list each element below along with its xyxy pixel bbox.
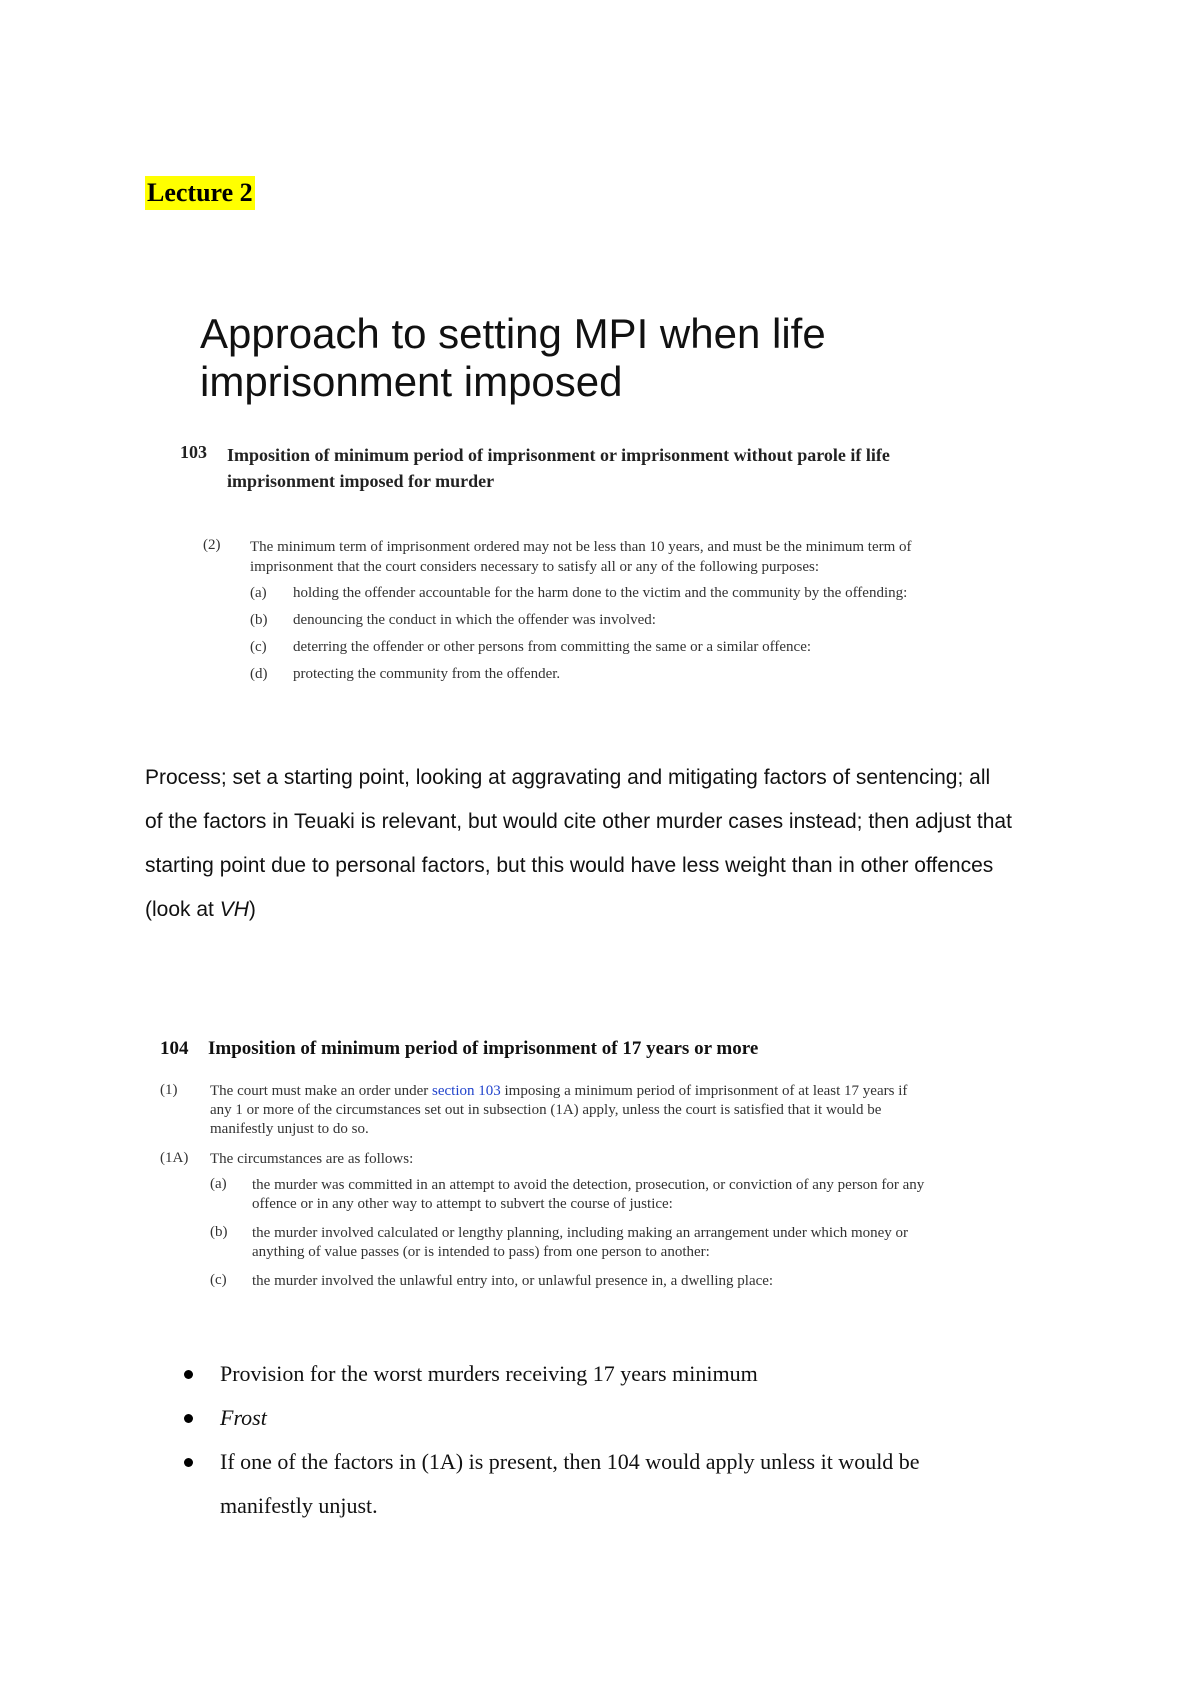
bullet-text: Provision for the worst murders receiving 17 years minimum: [220, 1361, 758, 1386]
section-104-title: Imposition of minimum period of imprisonment of 17 years or more: [208, 1038, 759, 1059]
item-text: protecting the community from the offender.: [293, 666, 561, 682]
subsection-text: [250, 537, 1050, 577]
item-label: (b): [250, 612, 268, 628]
item-label: (d): [250, 666, 268, 682]
bullet-text-line-1: If one of the factors in (1A) is present, then 104 would apply unless it would be: [220, 1449, 920, 1474]
text-span: The court must make an order under: [210, 1083, 433, 1099]
subsection-1a-label: (1A): [160, 1150, 189, 1166]
subsection-label: (2): [203, 537, 221, 553]
process-line-2: of the factors in Teuaki is relevant, but would cite other murder cases instead; then adjust that: [145, 810, 1012, 833]
section-104-number: 104: [160, 1038, 189, 1059]
slide-excerpt: [160, 300, 1060, 720]
item-label: (c): [210, 1272, 227, 1288]
section-title: [227, 442, 1057, 494]
subsection-1-line-2: any 1 or more of the circumstances set out in subsection (1A) apply, unless the court is satisfied that it would be: [210, 1102, 882, 1118]
item-line-1: the murder involved the unlawful entry into, or unlawful presence in, a dwelling place:: [252, 1273, 774, 1289]
item-line-1: the murder was committed in an attempt to avoid the detection, prosecution, or conviction of any person for any: [252, 1177, 925, 1193]
slide-title-line-2: imprisonment imposed: [200, 358, 623, 405]
bullet-text-line-2: manifestly unjust.: [220, 1493, 378, 1518]
text-span: imposing a minimum period of imprisonment of at least 17 years if: [500, 1083, 908, 1099]
subsection-1-line-3: manifestly unjust to do so.: [210, 1121, 369, 1137]
process-paragraph: [145, 756, 1065, 932]
process-line-1: Process; set a starting point, looking at aggravating and mitigating factors of sentencing; all: [145, 766, 991, 789]
item-label: (a): [250, 585, 267, 601]
section-title-line-2: imprisonment imposed for murder: [227, 471, 495, 491]
subsection-1a-text: The circumstances are as follows:: [210, 1151, 414, 1167]
process-line-3: starting point due to personal factors, but this would have less weight than in other offences: [145, 854, 994, 877]
item-line-1: the murder involved calculated or lengthy planning, including making an arrangement under which money or: [252, 1225, 909, 1241]
bullet-item: [180, 1396, 1060, 1440]
subsection-1-text: [210, 1082, 1080, 1139]
bullet-item: [180, 1352, 1060, 1396]
bullet-icon: [184, 1370, 193, 1379]
list-item: [252, 1176, 1080, 1214]
bullet-text: Frost: [220, 1405, 267, 1430]
slide-title: [200, 310, 1020, 406]
case-name: VH: [219, 898, 249, 921]
bullet-item: [180, 1440, 1060, 1528]
subsection-1-label: (1): [160, 1082, 178, 1098]
list-item: [252, 1272, 1080, 1291]
section-104-heading: [160, 1038, 758, 1060]
section-103-link[interactable]: section 103: [432, 1083, 501, 1099]
bullet-list: [180, 1352, 1060, 1528]
subsection-line-1: The minimum term of imprisonment ordered may not be less than 10 years, and must be the minimum term of: [250, 539, 912, 555]
process-line-4-suffix: ): [248, 898, 256, 921]
subsection-line-2: imprisonment that the court considers necessary to satisfy all or any of the following purposes:: [250, 559, 820, 575]
section-title-line-1: Imposition of minimum period of imprisonment or imprisonment without parole if life: [227, 445, 890, 465]
item-line-2: anything of value passes (or is intended to pass) from one person to another:: [252, 1244, 710, 1260]
bullet-icon: [184, 1414, 193, 1423]
item-text: holding the offender accountable for the harm done to the victim and the community by the offending:: [293, 585, 908, 601]
process-line-4: [145, 888, 1065, 932]
slide-title-line-1: Approach to setting MPI when life: [200, 310, 826, 357]
item-line-2: offence or in any other way to attempt to subvert the course of justice:: [252, 1196, 673, 1212]
section-104-excerpt: [160, 1038, 1080, 1298]
list-item: [252, 1224, 1080, 1262]
subsection-1-line-1: [210, 1082, 1080, 1101]
item-text: denouncing the conduct in which the offender was involved:: [293, 612, 656, 628]
item-label: (b): [210, 1224, 228, 1240]
bullet-icon: [184, 1458, 193, 1467]
item-label: (a): [210, 1176, 227, 1192]
lecture-heading: Lecture 2: [145, 176, 255, 210]
item-label: (c): [250, 639, 267, 655]
process-line-4-prefix: (look at: [145, 898, 220, 921]
section-number: 103: [180, 442, 207, 462]
item-text: deterring the offender or other persons from committing the same or a similar offence:: [293, 639, 812, 655]
